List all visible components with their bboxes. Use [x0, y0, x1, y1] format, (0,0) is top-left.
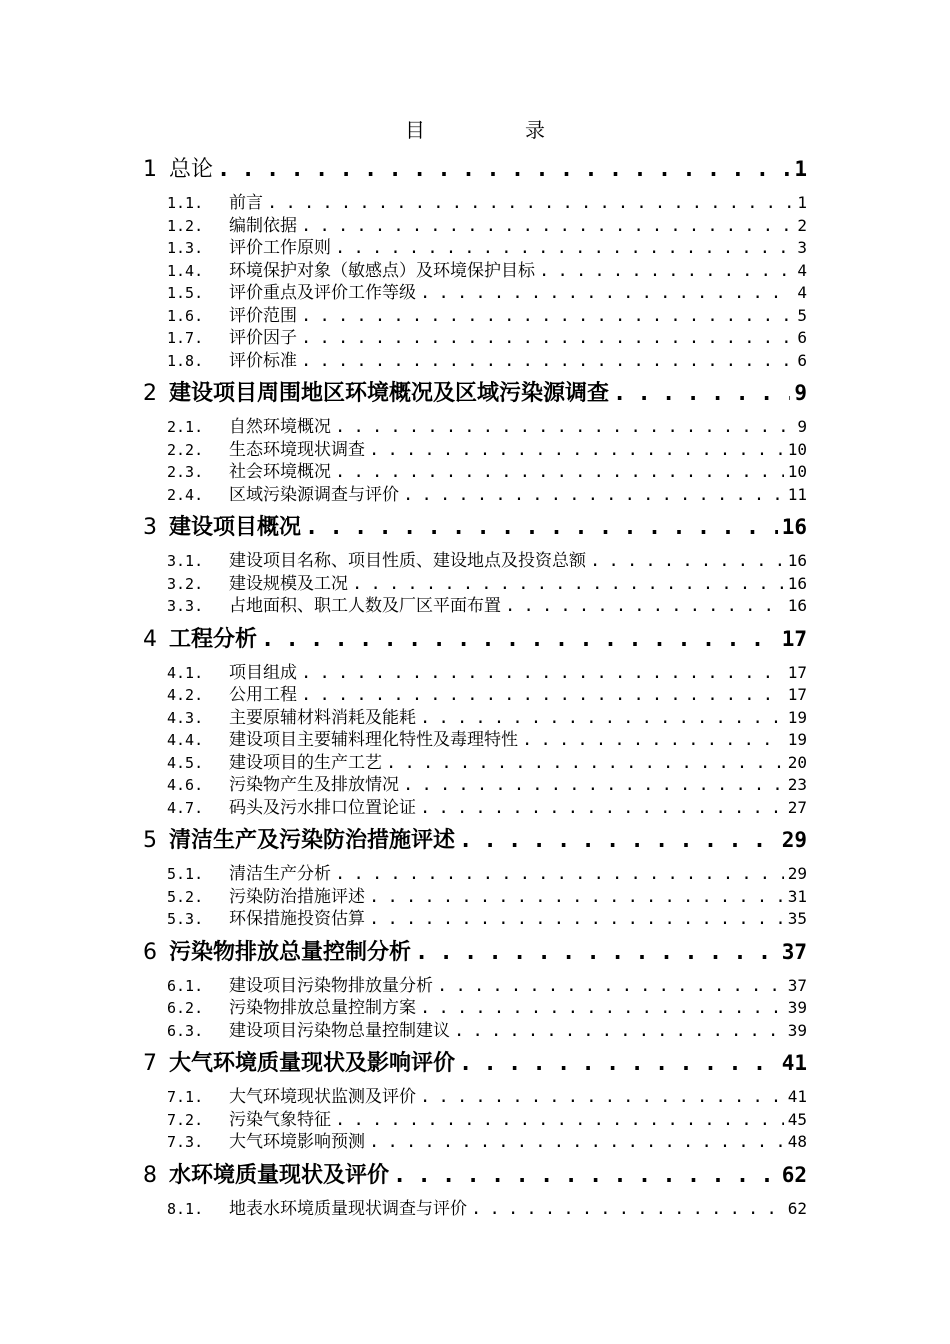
section-number: 2.2. — [167, 440, 204, 459]
chapter-title: 工程分析 — [169, 625, 258, 652]
toc-section-3-3[interactable] — [167, 591, 807, 614]
leader-dots — [369, 887, 784, 907]
section-page-number: 35 — [787, 909, 807, 928]
section-number: 4.6. — [167, 776, 204, 794]
toc-section-7-3[interactable] — [167, 1127, 807, 1150]
toc-chapter-2[interactable] — [143, 376, 807, 410]
section-title: 项目组成 — [229, 662, 297, 683]
toc-chapter-6[interactable] — [143, 935, 807, 969]
section-page-number: 16 — [787, 596, 807, 615]
chapter-number: 4 — [143, 626, 157, 652]
toc-section-1-3[interactable] — [167, 233, 807, 256]
chapter-title: 总论 — [169, 157, 214, 182]
section-number: 7.3. — [167, 1133, 204, 1151]
chapter-title: 大气环境质量现状及影响评价 — [169, 1050, 456, 1076]
toc-section-4-4[interactable] — [167, 725, 807, 748]
toc-sections-1 — [143, 186, 807, 372]
section-number: 2.4. — [167, 485, 204, 504]
leader-dots — [420, 798, 784, 818]
section-title: 前言 — [229, 193, 263, 213]
toc-section-4-1[interactable] — [167, 658, 807, 681]
toc-section-2-4[interactable] — [167, 480, 807, 503]
section-title: 公用工程 — [229, 685, 297, 705]
toc-chapter-8[interactable] — [143, 1158, 807, 1192]
toc-title-right: 录 — [525, 118, 545, 142]
section-title: 污染防治措施评述 — [229, 886, 365, 907]
toc-section-4-3[interactable] — [167, 703, 807, 726]
leader-dots — [335, 864, 784, 884]
section-number: 7.1. — [167, 1088, 204, 1106]
section-number: 2.1. — [167, 418, 204, 436]
section-number: 1.1. — [167, 194, 204, 212]
section-page-number: 16 — [787, 551, 807, 570]
section-page-number: 62 — [787, 1198, 807, 1218]
leader-dots — [403, 775, 784, 795]
section-number: 6.2. — [167, 999, 204, 1017]
toc-section-1-5[interactable] — [167, 278, 807, 301]
section-number: 4.5. — [167, 753, 204, 772]
section-title: 环保措施投资估算 — [229, 909, 365, 929]
chapter-page-number: 62 — [781, 1162, 807, 1187]
section-page-number: 23 — [787, 775, 807, 794]
section-number: 1.8. — [167, 351, 204, 370]
toc-section-7-2[interactable] — [167, 1105, 807, 1128]
section-page-number: 41 — [787, 1087, 807, 1106]
section-page-number: 20 — [787, 752, 807, 772]
toc-section-6-2[interactable] — [167, 993, 807, 1016]
toc-section-4-2[interactable] — [167, 680, 807, 703]
section-page-number: 11 — [787, 484, 807, 504]
section-number: 1.2. — [167, 216, 204, 235]
chapter-title: 建设项目周围地区环境概况及区域污染源调查 — [169, 380, 610, 406]
leader-dots — [539, 261, 793, 281]
toc-section-1-6[interactable] — [167, 301, 807, 324]
toc-section-7-1[interactable] — [167, 1082, 807, 1105]
section-page-number: 37 — [787, 975, 807, 995]
toc-section-5-3[interactable] — [167, 904, 807, 927]
leader-dots — [471, 1199, 784, 1219]
toc-title-left: 目 — [405, 118, 425, 142]
section-number: 4.2. — [167, 686, 204, 704]
toc-section-6-3[interactable] — [167, 1016, 807, 1039]
section-page-number: 3 — [797, 238, 807, 257]
leader-dots — [459, 1051, 778, 1076]
section-title: 污染物产生及排放情况 — [229, 775, 399, 795]
chapter-page-number: 17 — [781, 626, 807, 651]
leader-dots — [301, 216, 793, 236]
leader-dots — [217, 157, 790, 182]
section-number: 5.1. — [167, 865, 204, 883]
toc-sections-5 — [143, 857, 807, 931]
section-page-number: 29 — [787, 864, 807, 883]
section-page-number: 1 — [797, 193, 807, 212]
section-page-number: 19 — [787, 730, 807, 749]
section-number: 1.3. — [167, 239, 204, 257]
section-number: 1.5. — [167, 284, 204, 302]
leader-dots — [437, 976, 784, 996]
leader-dots — [301, 351, 793, 371]
section-number: 7.2. — [167, 1110, 204, 1129]
chapter-page-number: 37 — [781, 939, 807, 964]
section-number: 4.3. — [167, 708, 204, 727]
section-number: 4.7. — [167, 798, 204, 817]
chapter-number: 8 — [143, 1162, 157, 1188]
toc-section-2-2[interactable] — [167, 435, 807, 458]
section-title: 建设项目名称、项目性质、建设地点及投资总额 — [229, 551, 586, 571]
toc-section-4-7[interactable] — [167, 793, 807, 816]
toc-section-6-1[interactable] — [167, 971, 807, 994]
toc-section-3-1[interactable] — [167, 546, 807, 569]
section-title: 污染物排放总量控制方案 — [229, 998, 416, 1018]
chapter-number: 7 — [143, 1051, 157, 1076]
chapter-number: 5 — [143, 828, 157, 853]
leader-dots — [420, 283, 793, 303]
section-title: 环境保护对象（敏感点）及环境保护目标 — [229, 260, 535, 281]
section-title: 清洁生产分析 — [229, 864, 331, 884]
toc-sections-6 — [143, 969, 807, 1043]
leader-dots — [454, 1021, 784, 1041]
section-title: 编制依据 — [229, 215, 297, 236]
section-page-number: 9 — [797, 417, 807, 436]
section-title: 评价工作原则 — [229, 238, 331, 258]
chapter-page-number: 9 — [794, 381, 807, 405]
leader-dots — [505, 596, 784, 616]
leader-dots — [305, 515, 778, 540]
leader-dots — [522, 730, 784, 750]
section-number: 5.3. — [167, 910, 204, 928]
section-title: 社会环境概况 — [229, 462, 331, 482]
toc-section-4-6[interactable] — [167, 770, 807, 793]
section-title: 评价标准 — [229, 350, 297, 371]
toc-chapter-7[interactable] — [143, 1046, 807, 1080]
leader-dots — [369, 909, 784, 929]
toc-sections-7 — [143, 1080, 807, 1154]
leader-dots — [393, 1163, 778, 1188]
toc-sections-3 — [143, 544, 807, 618]
chapter-number: 1 — [143, 157, 157, 182]
section-page-number: 5 — [797, 305, 807, 325]
toc-section-5-2[interactable] — [167, 882, 807, 905]
section-page-number: 10 — [787, 462, 807, 481]
section-number: 2.3. — [167, 463, 204, 481]
toc-section-1-8[interactable] — [167, 346, 807, 369]
section-title: 码头及污水排口位置论证 — [229, 797, 416, 818]
leader-dots — [301, 663, 784, 683]
leader-dots — [403, 485, 784, 505]
chapter-page-number: 41 — [781, 1051, 807, 1075]
section-title: 生态环境现状调查 — [229, 439, 365, 460]
toc-section-4-5[interactable] — [167, 748, 807, 771]
toc-chapter-1[interactable] — [143, 152, 807, 186]
leader-dots — [590, 551, 784, 571]
toc-section-8-1[interactable] — [167, 1194, 807, 1217]
section-page-number: 4 — [797, 260, 807, 280]
leader-dots — [261, 627, 778, 652]
chapter-number: 2 — [143, 381, 157, 406]
section-title: 自然环境概况 — [229, 417, 331, 437]
toc-section-5-1[interactable] — [167, 859, 807, 882]
toc-sections-2 — [143, 410, 807, 506]
section-title: 区域污染源调查与评价 — [229, 484, 399, 505]
leader-dots — [301, 306, 793, 326]
section-page-number: 27 — [787, 797, 807, 817]
section-page-number: 48 — [787, 1132, 807, 1151]
leader-dots — [386, 753, 784, 773]
chapter-page-number: 29 — [781, 828, 807, 852]
chapter-page-number: 16 — [781, 515, 807, 539]
section-title: 建设项目污染物排放量分析 — [229, 975, 433, 996]
section-number: 3.1. — [167, 552, 204, 570]
section-title: 占地面积、职工人数及厂区平面布置 — [229, 596, 501, 616]
leader-dots — [369, 440, 784, 460]
section-number: 8.1. — [167, 1199, 204, 1218]
section-title: 建设项目主要辅料理化特性及毒理特性 — [229, 730, 518, 750]
section-number: 5.2. — [167, 887, 204, 906]
section-number: 6.3. — [167, 1021, 204, 1040]
toc-sections-4 — [143, 656, 807, 820]
section-title: 评价因子 — [229, 328, 297, 348]
section-page-number: 39 — [787, 998, 807, 1017]
section-page-number: 17 — [787, 685, 807, 704]
toc-sections-8 — [143, 1192, 807, 1221]
section-title: 建设项目的生产工艺 — [229, 752, 382, 773]
table-of-contents — [143, 152, 807, 1220]
toc-section-2-1[interactable] — [167, 412, 807, 435]
section-page-number: 39 — [787, 1020, 807, 1040]
leader-dots — [335, 1110, 784, 1130]
chapter-title: 水环境质量现状及评价 — [169, 1161, 390, 1188]
section-number: 1.6. — [167, 306, 204, 325]
section-number: 1.7. — [167, 329, 204, 347]
section-title: 主要原辅材料消耗及能耗 — [229, 707, 416, 728]
leader-dots — [613, 381, 790, 406]
section-page-number: 10 — [787, 439, 807, 459]
toc-chapter-4[interactable] — [143, 622, 807, 656]
section-page-number: 6 — [797, 350, 807, 370]
chapter-title: 建设项目概况 — [169, 514, 302, 540]
toc-chapter-5[interactable] — [143, 823, 807, 857]
section-number: 4.4. — [167, 731, 204, 749]
leader-dots — [267, 193, 793, 213]
leader-dots — [335, 462, 784, 482]
section-number: 3.3. — [167, 597, 204, 615]
chapter-title: 污染物排放总量控制分析 — [169, 938, 412, 965]
toc-section-1-4[interactable] — [167, 256, 807, 279]
section-title: 地表水环境质量现状调查与评价 — [229, 1198, 467, 1219]
chapter-title: 清洁生产及污染防治措施评述 — [169, 827, 456, 853]
section-title: 建设规模及工况 — [229, 573, 348, 594]
section-page-number: 45 — [787, 1109, 807, 1129]
toc-section-3-2[interactable] — [167, 569, 807, 592]
chapter-number: 6 — [143, 939, 157, 965]
section-page-number: 6 — [797, 328, 807, 347]
chapter-number: 3 — [143, 515, 157, 540]
section-page-number: 19 — [787, 707, 807, 727]
section-number: 1.4. — [167, 261, 204, 280]
leader-dots — [420, 1087, 784, 1107]
section-page-number: 2 — [797, 215, 807, 235]
leader-dots — [301, 328, 793, 348]
section-title: 评价重点及评价工作等级 — [229, 283, 416, 303]
toc-section-1-2[interactable] — [167, 211, 807, 234]
section-page-number: 4 — [797, 283, 807, 302]
toc-section-1-1[interactable] — [167, 188, 807, 211]
section-title: 大气环境现状监测及评价 — [229, 1087, 416, 1107]
leader-dots — [415, 940, 778, 965]
chapter-page-number: 1 — [794, 157, 807, 181]
section-title: 污染气象特征 — [229, 1109, 331, 1130]
section-page-number: 31 — [787, 886, 807, 906]
section-page-number: 16 — [787, 573, 807, 593]
section-title: 评价范围 — [229, 305, 297, 326]
toc-title — [0, 114, 950, 143]
section-page-number: 17 — [787, 662, 807, 682]
section-title: 建设项目污染物总量控制建议 — [229, 1020, 450, 1041]
section-number: 4.1. — [167, 663, 204, 682]
toc-section-1-7[interactable] — [167, 323, 807, 346]
section-number: 3.2. — [167, 574, 204, 593]
toc-section-2-3[interactable] — [167, 457, 807, 480]
leader-dots — [335, 417, 793, 437]
toc-chapter-3[interactable] — [143, 510, 807, 544]
leader-dots — [420, 998, 784, 1018]
section-title: 大气环境影响预测 — [229, 1132, 365, 1152]
leader-dots — [369, 1132, 784, 1152]
section-number: 6.1. — [167, 976, 204, 995]
leader-dots — [459, 828, 778, 853]
